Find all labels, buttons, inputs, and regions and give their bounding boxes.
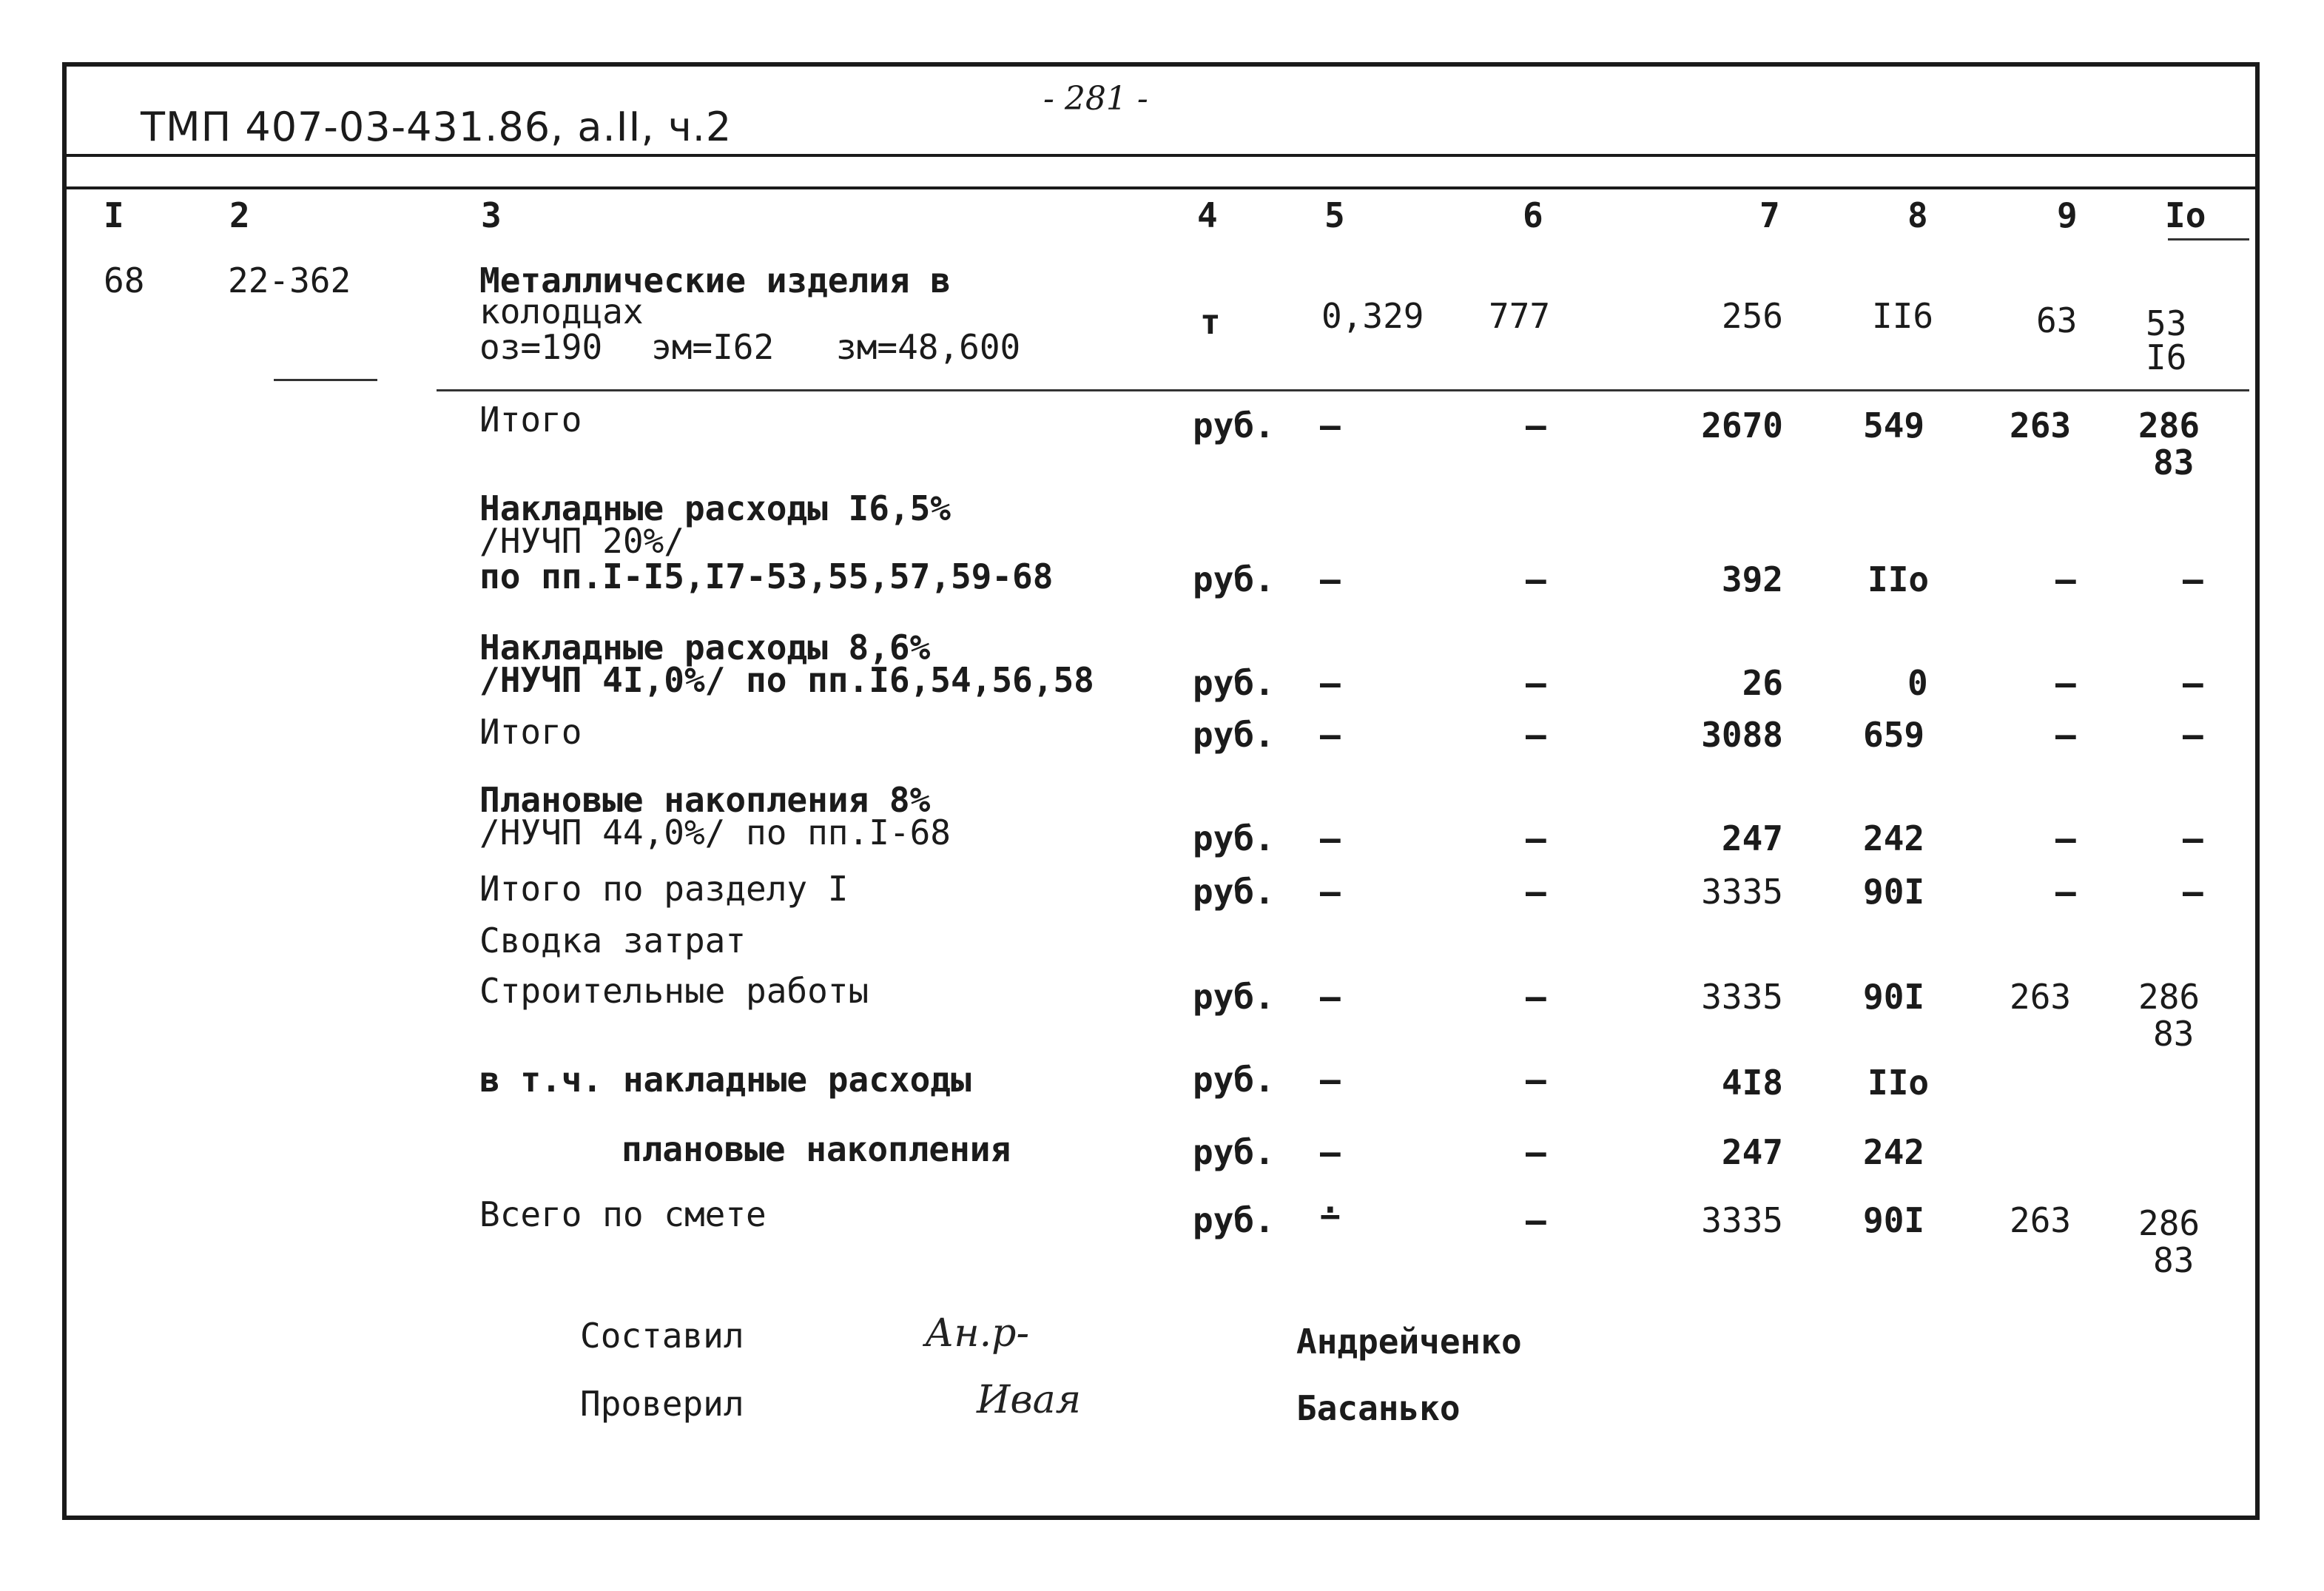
vsego-col6: – xyxy=(1526,1200,1546,1240)
itogo1-col9: 263 xyxy=(2010,406,2072,445)
stroit-col7: 3335 xyxy=(1701,977,1783,1017)
row68-col10a: 53 xyxy=(2146,303,2187,343)
vsego-col7: 3335 xyxy=(1701,1200,1783,1240)
itogo1-col5: – xyxy=(1320,406,1341,445)
plan-col9: – xyxy=(2055,818,2076,858)
col-header-6: 6 xyxy=(1523,195,1543,235)
svodka-label: Сводка затрат xyxy=(479,921,747,961)
itogo-razd-col8: 90I xyxy=(1863,872,1925,912)
vsego-col8: 90I xyxy=(1863,1200,1925,1240)
plan-col10: – xyxy=(2183,818,2203,858)
nakl2-unit: руб. xyxy=(1193,663,1275,703)
plan2-label: плановые накопления xyxy=(622,1129,1011,1169)
plan-col5: – xyxy=(1320,818,1341,858)
row68-col7: 256 xyxy=(1721,296,1783,336)
nakl2-col7: 26 xyxy=(1742,663,1783,703)
vsego-label: Всего по смете xyxy=(479,1194,767,1234)
stroit-col5: – xyxy=(1320,977,1341,1017)
stroit-unit: руб. xyxy=(1193,977,1275,1017)
col-header-5: 5 xyxy=(1324,195,1345,235)
nakl1-label-1: Накладные расходы I6,5% xyxy=(479,488,951,528)
vsego-col5: ∸ xyxy=(1320,1196,1341,1236)
row68-unit: т xyxy=(1200,302,1221,342)
col-header-2: 2 xyxy=(229,195,250,235)
itogo-razd-col10: – xyxy=(2183,872,2203,912)
row68-num: 68 xyxy=(104,260,145,300)
itogo2-col6: – xyxy=(1526,715,1546,755)
nakl1-col7: 392 xyxy=(1721,559,1783,599)
header-divider xyxy=(67,154,2255,157)
vsego-col10b: 83 xyxy=(2153,1240,2195,1280)
col-header-1: I xyxy=(104,195,124,235)
stroit-col8: 90I xyxy=(1863,977,1925,1017)
checked-label: Проверил xyxy=(580,1384,744,1424)
code-underline xyxy=(274,379,377,381)
row68-desc-2: колодцах xyxy=(479,292,644,332)
itogo1-col8: 549 xyxy=(1863,406,1925,445)
plan2-col5: – xyxy=(1320,1132,1341,1172)
itogo1-col6: – xyxy=(1526,406,1546,445)
itogo-razd-col6: – xyxy=(1526,872,1546,912)
compiled-name: Андрейченко xyxy=(1296,1322,1522,1362)
itogo1-col7: 2670 xyxy=(1701,406,1783,445)
itogo2-col9: – xyxy=(2055,715,2076,755)
plan2-col8: 242 xyxy=(1863,1132,1925,1172)
nakl2-col6: – xyxy=(1526,663,1546,703)
nakl2-col9: – xyxy=(2055,663,2076,703)
itogo-razd-col7: 3335 xyxy=(1701,872,1783,912)
compiled-signature: Ан.р- xyxy=(925,1311,1030,1356)
nakl1-col9: – xyxy=(2055,559,2076,599)
nakl2-label-2: /НУЧП 4I,0%/ по пп.I6,54,56,58 xyxy=(479,660,1094,700)
col-header-4: 4 xyxy=(1197,195,1218,235)
vtch-col5: – xyxy=(1320,1060,1341,1100)
nakl2-label-1: Накладные расходы 8,6% xyxy=(479,628,931,667)
row68-desc-3b: эм=I62 xyxy=(651,327,775,367)
row-separator xyxy=(437,389,2249,391)
col-header-3: 3 xyxy=(481,195,502,235)
stroit-col9: 263 xyxy=(2010,977,2072,1017)
itogo1-label: Итого xyxy=(479,400,582,440)
page-number: - 281 - xyxy=(1043,80,1148,118)
nakl1-col5: – xyxy=(1320,559,1341,599)
plan2-col7: 247 xyxy=(1721,1132,1783,1172)
row68-col9: 63 xyxy=(2036,300,2078,340)
row68-qty: 0,329 xyxy=(1321,296,1424,336)
compiled-label: Составил xyxy=(580,1316,744,1356)
itogo1-col10a: 286 xyxy=(2138,406,2200,445)
row68-code: 22-362 xyxy=(228,260,351,300)
row68-desc-3c: зм=48,600 xyxy=(836,327,1021,367)
row68-col10b: I6 xyxy=(2146,337,2187,377)
vsego-col9: 263 xyxy=(2010,1200,2072,1240)
stroit-col10b: 83 xyxy=(2153,1014,2195,1054)
itogo2-label: Итого xyxy=(479,712,582,752)
itogo2-col8: 659 xyxy=(1863,715,1925,755)
itogo2-col7: 3088 xyxy=(1701,715,1783,755)
itogo1-unit: руб. xyxy=(1193,406,1275,445)
nakl1-label-2: /НУЧП 20%/ xyxy=(479,521,684,561)
nakl2-col5: – xyxy=(1320,663,1341,703)
stroit-col10a: 286 xyxy=(2138,977,2200,1017)
nakl1-label-3: по пп.I-I5,I7-53,55,57,59-68 xyxy=(479,556,1054,596)
col-header-10: Io xyxy=(2165,195,2206,235)
plan-col8: 242 xyxy=(1863,818,1925,858)
columns-divider xyxy=(67,186,2255,189)
vtch-col7: 4I8 xyxy=(1721,1063,1783,1103)
document-title: ТМП 407-03-431.86, а.II, ч.2 xyxy=(141,104,732,150)
plan2-unit: руб. xyxy=(1193,1132,1275,1172)
itogo-razd-unit: руб. xyxy=(1193,872,1275,912)
col-header-7: 7 xyxy=(1759,195,1780,235)
nakl1-col8: IIо xyxy=(1867,559,1930,599)
vsego-col10a: 286 xyxy=(2138,1203,2200,1243)
itogo-razd-col9: – xyxy=(2055,872,2076,912)
nakl1-unit: руб. xyxy=(1193,559,1275,599)
stroit-label: Строительные работы xyxy=(479,971,869,1011)
stroit-col6: – xyxy=(1526,977,1546,1017)
itogo-razd-col5: – xyxy=(1320,872,1341,912)
document-frame xyxy=(62,62,2260,1520)
col-header-9: 9 xyxy=(2057,195,2078,235)
checked-name: Басанько xyxy=(1296,1388,1461,1428)
plan-col6: – xyxy=(1526,818,1546,858)
col-header-8: 8 xyxy=(1907,195,1928,235)
plan-label-1: Плановые накопления 8% xyxy=(479,780,931,820)
itogo2-unit: руб. xyxy=(1193,715,1275,755)
col10-underline xyxy=(2168,238,2249,240)
itogo1-col10b: 83 xyxy=(2153,443,2195,482)
itogo2-col10: – xyxy=(2183,715,2203,755)
vtch-unit: руб. xyxy=(1193,1060,1275,1100)
itogo2-col5: – xyxy=(1320,715,1341,755)
nakl2-col10: – xyxy=(2183,663,2203,703)
nakl1-col6: – xyxy=(1526,559,1546,599)
row68-col6: 777 xyxy=(1489,296,1551,336)
vsego-unit: руб. xyxy=(1193,1200,1275,1240)
nakl2-col8: 0 xyxy=(1907,663,1928,703)
vtch-col6: – xyxy=(1526,1060,1546,1100)
row68-desc-1: Металлические изделия в xyxy=(479,260,951,300)
vtch-col8: IIо xyxy=(1867,1063,1930,1103)
nakl1-col10: – xyxy=(2183,559,2203,599)
itogo-razd-label: Итого по разделу I xyxy=(479,869,849,909)
plan-col7: 247 xyxy=(1721,818,1783,858)
plan-unit: руб. xyxy=(1193,818,1275,858)
vtch-label: в т.ч. накладные расходы xyxy=(479,1060,971,1100)
plan-label-2: /НУЧП 44,0%/ по пп.I-68 xyxy=(479,813,951,852)
checked-signature: Ивая xyxy=(977,1378,1082,1422)
row68-desc-3a: оз=190 xyxy=(479,327,603,367)
plan2-col6: – xyxy=(1526,1132,1546,1172)
row68-col8: II6 xyxy=(1872,296,1934,336)
